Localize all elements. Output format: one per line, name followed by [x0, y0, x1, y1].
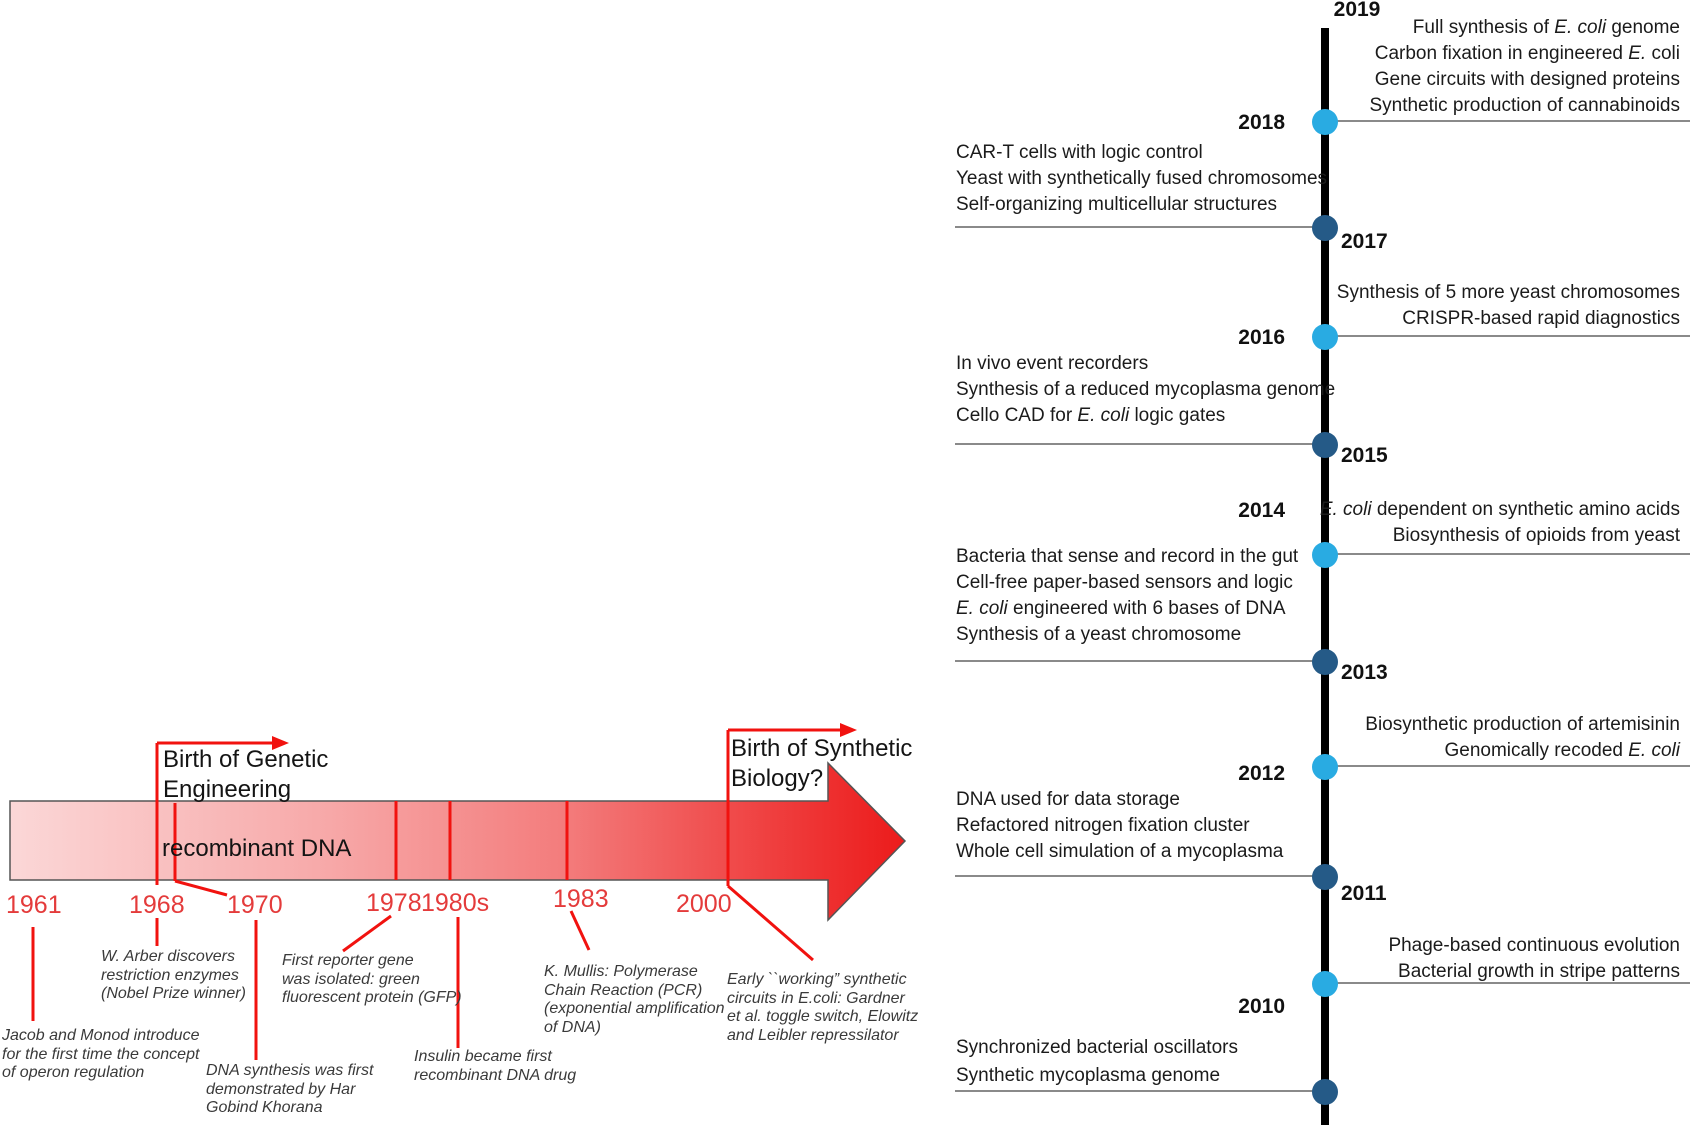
timeline-event: Refactored nitrogen fixation cluster	[956, 815, 1250, 836]
note-1968-arber: W. Arber discovers restriction enzymes (Nobel Prize winner)	[101, 948, 246, 1002]
timeline-event: Genomically recoded E. coli	[1444, 740, 1680, 761]
timeline-event: Yeast with synthetically fused chromosomes	[956, 168, 1328, 189]
year-label-2018: 2018	[1238, 111, 1285, 134]
timeline-event: Biosynthesis of opioids from yeast	[1392, 525, 1680, 546]
note-1980s-insulin: Insulin became first recombinant DNA drug	[414, 1048, 577, 1084]
timeline-event: CRISPR-based rapid diagnostics	[1402, 308, 1680, 329]
year-label-2014: 2014	[1238, 499, 1285, 522]
recombinant-dna-label: recombinant DNA	[162, 835, 352, 862]
timeline-dot-2009	[1312, 1079, 1338, 1105]
year-label-2015: 2015	[1341, 444, 1388, 467]
year-label-1980s: 1980s	[421, 889, 490, 917]
year-label-2013: 2013	[1341, 661, 1388, 684]
events-2010	[956, 1034, 1238, 1090]
connector-2012	[1325, 765, 1690, 767]
timeline-event: Self-organizing multicellular structures	[956, 194, 1278, 215]
year-label-1961: 1961	[6, 891, 62, 919]
timeline-event: CAR-T cells with logic control	[956, 142, 1203, 163]
note-1978-gfp: First reporter gene was isolated: green fluorescent protein (GFP)	[282, 952, 462, 1006]
timeline-dot-2010	[1312, 971, 1338, 997]
timeline-dot-2015	[1312, 432, 1338, 458]
timeline-event: Cell-free paper-based sensors and logic	[956, 572, 1293, 593]
timeline-event: Synthetic production of cannabinoids	[1369, 95, 1680, 116]
timeline-dot-2016	[1312, 324, 1338, 350]
era-label-synthetic-biology: Birth of Synthetic Biology?	[731, 735, 913, 792]
events-2013	[1365, 712, 1680, 764]
connector-2018	[1325, 120, 1690, 122]
timeline-dot-2011	[1312, 864, 1338, 890]
events-2018	[956, 140, 1327, 218]
events-2012	[956, 787, 1283, 865]
timeline-event: Gene circuits with designed proteins	[1374, 69, 1680, 90]
timeline-event: Synthesis of 5 more yeast chromosomes	[1336, 282, 1680, 303]
events-2014	[956, 544, 1298, 648]
year-label-2010: 2010	[1238, 995, 1285, 1018]
timeline-dot-2017	[1312, 215, 1338, 241]
timeline-event: Phage-based continuous evolution	[1388, 935, 1680, 956]
timeline-event: Cello CAD for E. coli logic gates	[956, 405, 1226, 426]
events-2019	[1369, 15, 1680, 119]
year-label-2000: 2000	[676, 890, 732, 918]
year-label-2019: 2019	[1333, 0, 1381, 21]
year-label-1978: 1978	[366, 889, 422, 917]
connector-2009	[955, 1090, 1325, 1092]
events-2011	[1388, 933, 1680, 985]
timeline-event: Biosynthetic production of artemisinin	[1365, 714, 1680, 735]
timeline-event: Full synthesis of E. coli genome	[1412, 17, 1680, 38]
connector-2015	[955, 443, 1325, 445]
timeline-event: DNA used for data storage	[956, 789, 1180, 810]
timeline-event: Whole cell simulation of a mycoplasma	[956, 841, 1284, 862]
note-2000-circuits: Early ``working” synthetic circuits in E.coli: Gardner et al. toggle switch, Elowitz and Leibler repressilator	[727, 971, 919, 1044]
note-1961-operon: Jacob and Monod introduce for the first time the concept of operon regulation	[2, 1027, 200, 1081]
timeline-event: Synthesis of a yeast chromosome	[956, 624, 1242, 645]
note-1970-khorana: DNA synthesis was first demonstrated by Har Gobind Khorana	[206, 1062, 374, 1116]
connector-2014	[1325, 553, 1690, 555]
timeline-event: Bacteria that sense and record in the gut	[956, 546, 1299, 567]
era-label-genetic-engineering: Birth of Genetic Engineering	[163, 746, 329, 803]
year-label-1983: 1983	[553, 885, 609, 913]
note-1983-pcr: K. Mullis: Polymerase Chain Reaction (PCR) (exponential amplification of DNA)	[544, 963, 725, 1036]
year-label-1970: 1970	[227, 891, 283, 919]
timeline-event: Synthesis of a reduced mycoplasma genome	[956, 379, 1336, 400]
connector-2011	[955, 875, 1325, 877]
timeline-event: Synthetic mycoplasma genome	[956, 1065, 1221, 1086]
timeline-event: Bacterial growth in stripe patterns	[1398, 961, 1680, 982]
timeline-event: E. coli dependent on synthetic amino acids	[1319, 499, 1680, 520]
events-2016	[956, 351, 1335, 429]
year-label-2016: 2016	[1238, 326, 1285, 349]
events-2015	[1320, 497, 1680, 549]
timeline-dot-2013	[1312, 649, 1338, 675]
year-label-2011: 2011	[1341, 882, 1387, 905]
timeline-event: In vivo event recorders	[956, 353, 1149, 374]
year-label-2012: 2012	[1238, 762, 1285, 785]
events-2017	[1337, 280, 1680, 332]
year-label-1968: 1968	[129, 891, 185, 919]
timeline-event: E. coli engineered with 6 bases of DNA	[956, 598, 1286, 619]
connector-2017	[955, 226, 1325, 228]
connector-2016	[1325, 335, 1690, 337]
year-label-2017: 2017	[1341, 230, 1388, 253]
connector-2013	[955, 660, 1325, 662]
timeline-event: Synchronized bacterial oscillators	[956, 1037, 1238, 1058]
timeline-event: Carbon fixation in engineered E. coli	[1374, 43, 1680, 64]
timeline-dot-2018	[1312, 109, 1338, 135]
timeline-dot-2012	[1312, 754, 1338, 780]
